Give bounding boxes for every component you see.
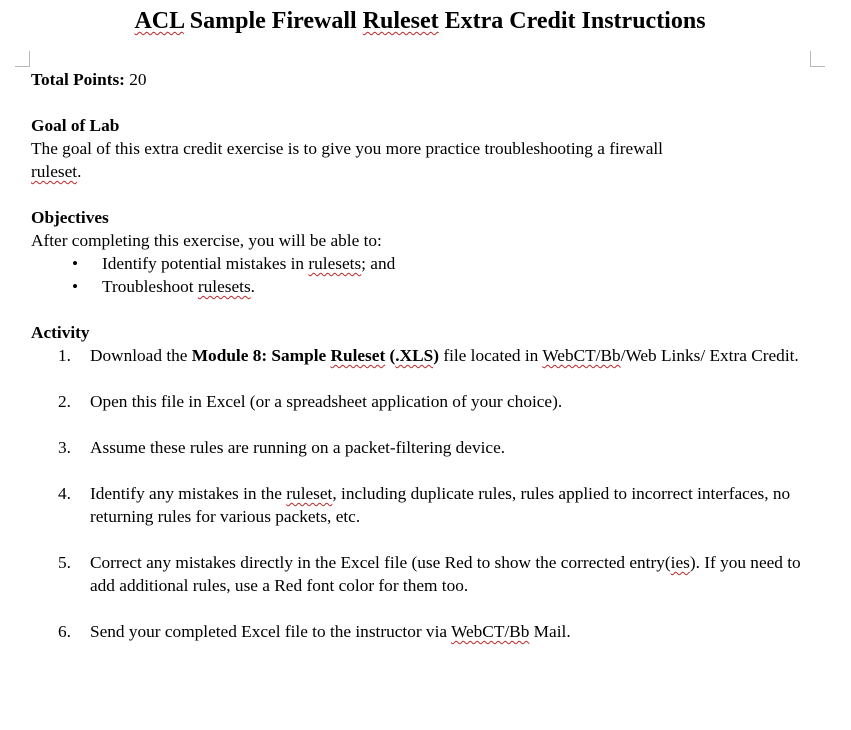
step-text: Assume these rules are running on a packet-filtering device. [90, 438, 506, 457]
ruleset-word: ruleset [286, 484, 333, 503]
step-text: Open this file in Excel (or a spreadsheet application of your choice). [90, 392, 563, 411]
step-text [90, 551, 821, 597]
step-text-part: file located in [439, 346, 543, 365]
step-text-part: Mail. [529, 622, 571, 641]
title-ruleset: Ruleset [362, 8, 439, 34]
ies-word: ies [670, 553, 690, 572]
margin-corner-mark-left [15, 51, 30, 67]
title-part-1: Sample Firewall [183, 8, 363, 34]
objective-text-end: ; and [361, 254, 396, 273]
document-body [31, 68, 821, 643]
module-file-name [192, 346, 439, 365]
step-text-part: , including duplicate rules, rules applied to incorrect interfaces, no returning rules for various packets, etc. [90, 484, 791, 526]
activity-heading: Activity [31, 323, 90, 342]
step-text-part: Download the [90, 346, 192, 365]
module-file-extension: .XLS [395, 346, 434, 365]
step-text-part: /Web Links/ Extra Credit. [620, 346, 799, 365]
activity-step-1 [31, 344, 821, 367]
step-text-part: ). If you need to add additional rules, use a Red font color for them too. [90, 553, 801, 595]
step-text-part: Identify any mistakes in the [90, 484, 287, 503]
step-number: 1. [58, 346, 71, 365]
objective-ruleset-word: rulesets [197, 277, 251, 296]
activity-step-2 [31, 390, 821, 413]
total-points [31, 68, 821, 91]
goal-ruleset-word: ruleset [31, 162, 78, 181]
bullet-icon: • [72, 277, 79, 296]
bullet-icon: • [72, 254, 79, 273]
module-file-ruleset-word: Ruleset [330, 346, 386, 365]
title-part-2: Extra Credit Instructions [438, 8, 706, 34]
objective-item [31, 252, 821, 275]
title-acl: ACL [134, 8, 184, 34]
step-text [90, 620, 821, 643]
step-number: 6. [58, 622, 71, 641]
goal-heading: Goal of Lab [31, 116, 120, 135]
goal-line-end: . [77, 162, 82, 181]
activity-step-3 [31, 436, 821, 459]
webct-word: WebCT/Bb [542, 346, 621, 365]
total-points-value: 20 [124, 70, 147, 89]
webct-word: WebCT/Bb [451, 622, 530, 641]
step-text-part: Correct any mistakes directly in the Excel file (use Red to show the corrected entry( [90, 553, 671, 572]
objective-text-end: . [250, 277, 255, 296]
objective-text: Identify potential mistakes in [102, 254, 309, 273]
step-number: 5. [58, 553, 71, 572]
activity-step-5 [31, 551, 821, 597]
goal-text-line-1: The goal of this extra credit exercise is to give you more practice troubleshooting a firewall [31, 139, 663, 158]
document-title [0, 8, 840, 35]
total-points-label: Total Points: [31, 70, 125, 89]
objective-text: Troubleshoot [102, 277, 198, 296]
objective-ruleset-word: rulesets [308, 254, 362, 273]
goal-text-line-2 [31, 160, 821, 183]
module-file-part: Module 8: Sample [191, 346, 331, 365]
step-text-part: Send your completed Excel file to the instructor via [90, 622, 452, 641]
step-number: 3. [58, 438, 71, 457]
activity-steps [31, 344, 821, 643]
objectives-heading: Objectives [31, 208, 109, 227]
step-text [90, 482, 821, 528]
objectives-intro: After completing this exercise, you will be able to: [31, 231, 382, 250]
margin-corner-mark-right [810, 51, 825, 67]
objectives-list [31, 252, 821, 298]
objective-item [31, 275, 821, 298]
step-number: 2. [58, 392, 71, 411]
activity-step-4 [31, 482, 821, 528]
module-file-part: ( [385, 346, 396, 365]
step-number: 4. [58, 484, 71, 503]
module-file-part: ) [433, 346, 439, 365]
step-text [90, 344, 821, 367]
activity-step-6 [31, 620, 821, 643]
